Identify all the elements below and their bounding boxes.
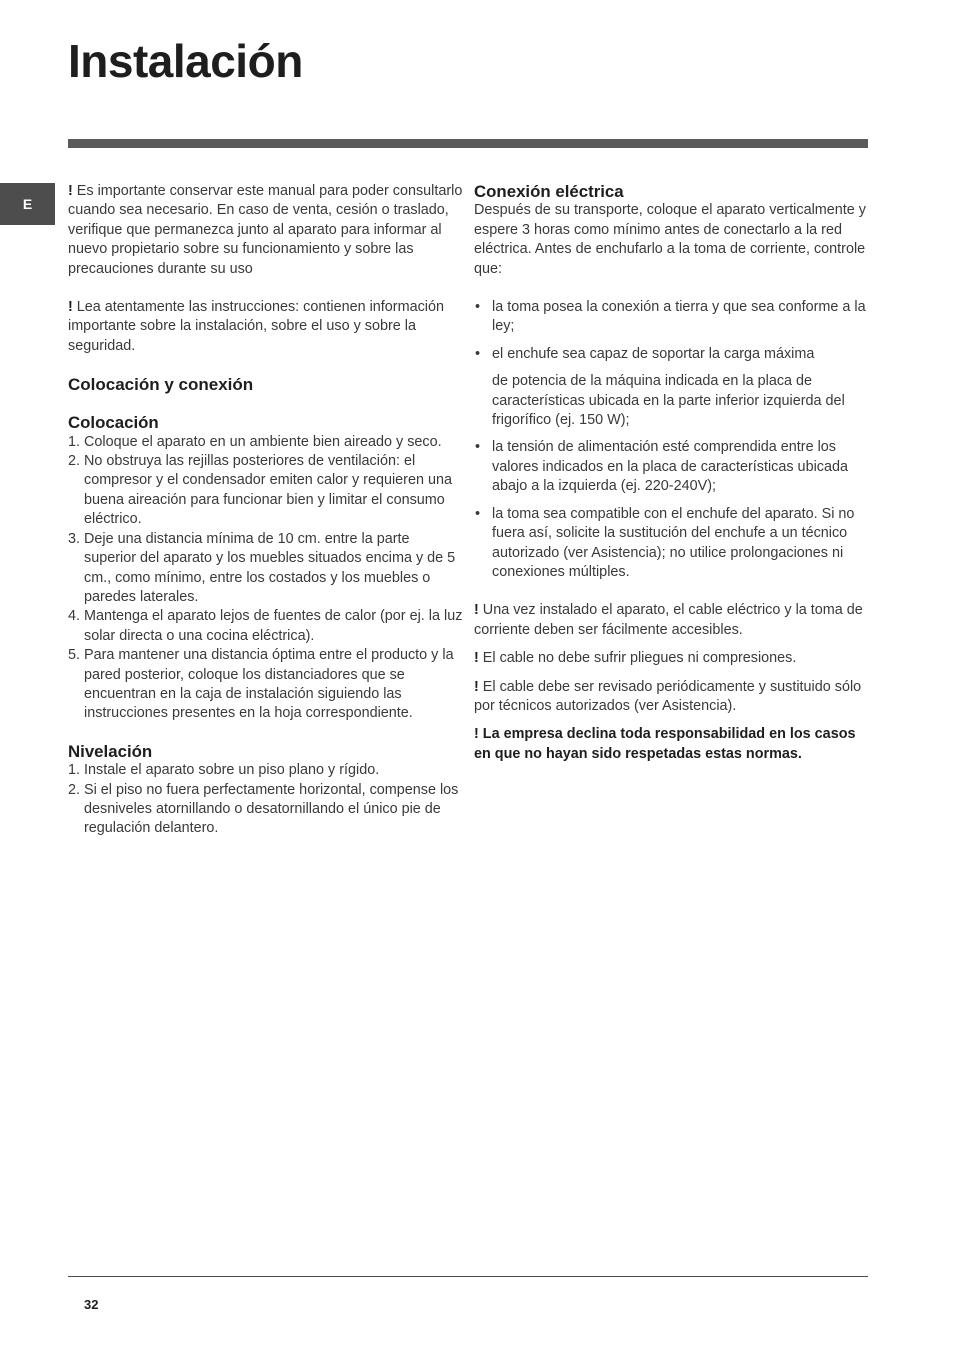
left-column	[68, 182, 463, 839]
page-number: 32	[84, 1297, 99, 1312]
list-item: 3. Deje una distancia mínima de 10 cm. entre la parte superior del aparato y los muebles situados encima y de 5 cm., como mínimo, entre los costados y los muebles o paredes laterales.	[68, 530, 456, 605]
read-instructions-note	[68, 298, 463, 356]
colocacion-heading: Colocación	[68, 413, 159, 433]
list-item: 2. No obstruya las rejillas posteriores de ventilación: el compresor y el condensador emiten calor y requieren una buena aireación para funcionar bien y limitar el consumo eléctrico.	[68, 453, 452, 528]
warning-mark: !	[68, 183, 73, 199]
list-item: 5. Para mantener una distancia óptima entre el producto y la pared posterior, coloque los distanciadores que se encuentran en la caja de instalación siguiendo las instrucciones presentes en la hoja correspondiente.	[68, 647, 454, 722]
electrical-connection-heading: Conexión eléctrica	[474, 182, 624, 201]
accessibility-note: ! Una vez instalado el aparato, el cable eléctrico y la toma de corriente deben ser fácilmente accesibles.	[474, 602, 863, 638]
nivelacion-steps	[68, 761, 463, 839]
language-tab: E	[0, 183, 55, 225]
important-note	[68, 182, 463, 279]
page-title: Instalación	[68, 35, 303, 87]
list-item: • la toma sea compatible con el enchufe del aparato. Si no fuera así, solicite la sustitución del enchufe a un técnico autorizado (ver Asistencia); no utilice prolongaciones ni conexiones múltiples.	[474, 505, 868, 583]
nivelacion-heading: Nivelación	[68, 741, 153, 761]
list-item: 1. Coloque el aparato en un ambiente bien aireado y seco.	[68, 433, 442, 450]
read-instructions-text: Lea atentamente las instrucciones: contienen información importante sobre la instalación, sobre el uso y sobre la seguridad.	[68, 299, 444, 354]
warning-mark: !	[474, 726, 479, 743]
colocacion-steps	[68, 433, 463, 724]
bullet-continuation: de potencia de la máquina indicada en la placa de características ubicada en la parte inferior izquierda del frigorífico (ej. 150 W);	[492, 373, 845, 429]
important-note-text: Es importante conservar este manual para poder consultarlo cuando sea necesario. En caso de venta, cesión o traslado, verifique que permanezca junto al aparato para informar al nuevo propietario sobre su funcionamiento y sobre las precauciones durante su uso	[68, 183, 463, 277]
list-item: • la tensión de alimentación esté comprendida entre los valores indicados en la placa de características ubicada abajo a la izquierda (ej. 220-240V);	[474, 438, 868, 496]
warning-mark: !	[474, 602, 479, 619]
footer-divider	[68, 1276, 868, 1277]
list-item: 1. Instale el aparato sobre un piso plano y rígido.	[68, 762, 380, 779]
warning-mark: !	[474, 650, 479, 667]
cable-inspection-note: ! El cable debe ser revisado periódicamente y sustituido sólo por técnicos autorizados (ver Asistencia).	[474, 678, 862, 714]
header-divider	[68, 139, 868, 148]
list-item: • el enchufe sea capaz de soportar la carga máxima de potencia de la máquina indicada en la placa de características ubicada en la parte inferior izquierda del frigorífico (ej. 150 W);	[474, 345, 868, 431]
warning-mark: !	[474, 678, 479, 695]
warning-mark: !	[68, 299, 73, 316]
cable-folding-note: ! El cable no debe sufrir pliegues ni compresiones.	[474, 650, 797, 667]
list-item: • la toma posea la conexión a tierra y que sea conforme a la ley;	[474, 298, 868, 337]
section-heading: Colocación y conexión	[68, 375, 254, 395]
right-column	[474, 182, 868, 764]
liability-note: ! La empresa declina toda responsabilidad en los casos en que no hayan sido respetadas estas normas.	[474, 726, 856, 762]
list-item: 4. Mantenga el aparato lejos de fuentes de calor (por ej. la luz solar directa o una cocina eléctrica).	[68, 608, 463, 644]
electrical-checklist	[474, 298, 868, 582]
electrical-intro: Después de su transporte, coloque el aparato verticalmente y espere 3 horas como mínimo antes de conectarlo a la red eléctrica. Antes de enchufarlo a la toma de corriente, controle que:	[474, 202, 866, 277]
list-item: 2. Si el piso no fuera perfectamente horizontal, compense los desniveles atornillando o desatornillando el único pie de regulación delantero.	[68, 781, 459, 837]
